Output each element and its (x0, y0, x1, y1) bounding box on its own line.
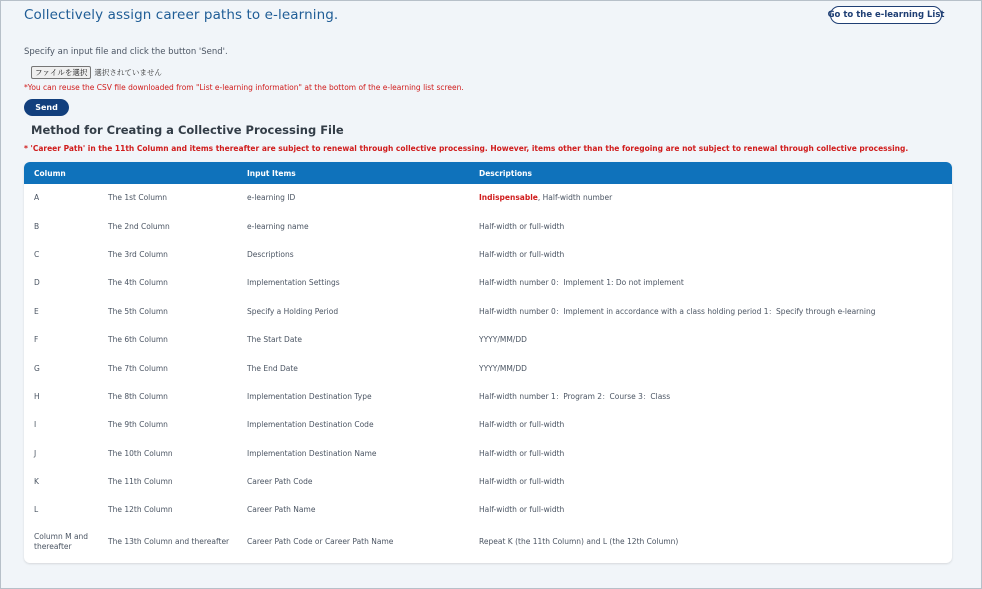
row-column-ordinal: The 5th Column (108, 306, 168, 316)
indispensable-label: Indispensable (479, 193, 538, 203)
row-input-item: Implementation Destination Name (247, 448, 377, 458)
row-input-item: Implementation Destination Type (247, 391, 372, 401)
row-description (479, 222, 949, 232)
csv-reuse-note: *You can reuse the CSV file downloaded from "List e-learning information" at the bottom of the e-learning list screen. (24, 83, 464, 92)
column-spec-table (24, 162, 952, 563)
row-description (479, 537, 949, 547)
row-input-item: e-learning ID (247, 193, 296, 203)
description-text: Half-width number 0：Implement 1: Do not implement (479, 278, 684, 288)
row-column-ordinal: The 12th Column (108, 505, 173, 515)
table-header (24, 162, 952, 184)
renewal-warning: * 'Career Path' in the 11th Column and items thereafter are subject to renewal through collective processing. However, items other than the foregoing are not subject to renewal through collective processing. (24, 144, 909, 153)
description-text: Half-width or full-width (479, 448, 565, 458)
description-text: Half-width or full-width (479, 420, 565, 430)
table-row (24, 241, 952, 269)
row-input-item: Descriptions (247, 249, 294, 259)
row-description (479, 193, 949, 203)
row-column-letter: I (34, 420, 37, 430)
send-button[interactable]: Send (24, 99, 69, 116)
row-description (479, 392, 949, 402)
row-column-ordinal: The 13th Column and thereafter (108, 536, 230, 546)
row-description (479, 250, 949, 260)
description-text: Half-width number 0：Implement in accordance with a class holding period 1：Specify through e-learning (479, 306, 876, 316)
row-column-ordinal: The 11th Column (108, 477, 173, 487)
table-row (24, 298, 952, 326)
row-input-item: The Start Date (247, 335, 302, 345)
description-text: Half-width number 1：Program 2：Course 3：Class (479, 391, 671, 401)
row-column-letter: A (34, 193, 40, 203)
description-text: Half-width or full-width (479, 505, 565, 515)
row-column-ordinal: The 9th Column (108, 420, 168, 430)
row-column-letter: H (34, 391, 40, 401)
description-text: YYYY/MM/DD (479, 363, 527, 373)
row-column-letter: L (34, 505, 39, 515)
row-column-letter: D (34, 278, 40, 288)
row-column-ordinal: The 6th Column (108, 335, 168, 345)
table-row (24, 354, 952, 382)
description-text: Half-width or full-width (479, 249, 565, 259)
table-row (24, 496, 952, 524)
file-input (31, 66, 162, 79)
row-description (479, 335, 949, 345)
description-text: Repeat K (the 11th Column) and L (the 12th Column) (479, 536, 679, 546)
file-status-text: 選択されていません (94, 68, 162, 77)
table-row (24, 269, 952, 297)
method-section-title: Method for Creating a Collective Processing File (31, 123, 344, 137)
row-description (479, 477, 949, 487)
row-column-letter: C (34, 249, 40, 259)
table-row (24, 411, 952, 439)
row-column-ordinal: The 7th Column (108, 363, 168, 373)
description-text: Half-width or full-width (479, 477, 565, 487)
row-description (479, 505, 949, 515)
description-text: Half-width or full-width (479, 221, 565, 231)
table-row (24, 468, 952, 496)
table-row (24, 440, 952, 468)
table-row (24, 212, 952, 240)
header-column: Column (34, 169, 66, 178)
header-input-items: Input Items (247, 169, 296, 178)
description-text: , Half-width number (537, 193, 613, 203)
row-column-ordinal: The 2nd Column (108, 221, 170, 231)
row-column-letter: J (34, 448, 37, 458)
header-descriptions: Descriptions (479, 169, 532, 178)
row-input-item: Career Path Code (247, 477, 313, 487)
row-input-item: Specify a Holding Period (247, 306, 339, 316)
page-title: Collectively assign career paths to e-learning. (24, 7, 339, 23)
row-column-ordinal: The 4th Column (108, 278, 168, 288)
row-description (479, 420, 949, 430)
row-column-letter: B (34, 221, 40, 231)
row-description (479, 307, 949, 317)
table-row (24, 184, 952, 212)
table-row (24, 383, 952, 411)
row-column-letter: E (34, 306, 39, 316)
upload-instruction: Specify an input file and click the button 'Send'. (24, 47, 228, 57)
table-row (24, 525, 952, 559)
description-text: YYYY/MM/DD (479, 335, 527, 345)
row-column-ordinal: The 1st Column (108, 193, 168, 203)
row-column-letter: Column M and thereafter (34, 531, 89, 551)
row-column-letter: K (34, 477, 39, 487)
row-column-ordinal: The 8th Column (108, 391, 168, 401)
choose-file-button[interactable]: ファイルを選択 (31, 66, 91, 79)
table-body (24, 184, 952, 559)
row-input-item: Implementation Destination Code (247, 420, 374, 430)
row-input-item: e-learning name (247, 221, 309, 231)
row-description (479, 449, 949, 459)
row-column-ordinal: The 10th Column (108, 448, 173, 458)
row-input-item: Career Path Code or Career Path Name (247, 536, 394, 546)
row-column-letter: G (34, 363, 40, 373)
row-input-item: The End Date (247, 363, 298, 373)
row-description (479, 364, 949, 374)
row-column-letter: F (34, 335, 39, 345)
table-row (24, 326, 952, 354)
row-input-item: Implementation Settings (247, 278, 340, 288)
go-to-elearning-list-button[interactable]: Go to the e-learning List (830, 6, 942, 24)
row-input-item: Career Path Name (247, 505, 316, 515)
row-description (479, 278, 949, 288)
row-column-ordinal: The 3rd Column (108, 249, 168, 259)
